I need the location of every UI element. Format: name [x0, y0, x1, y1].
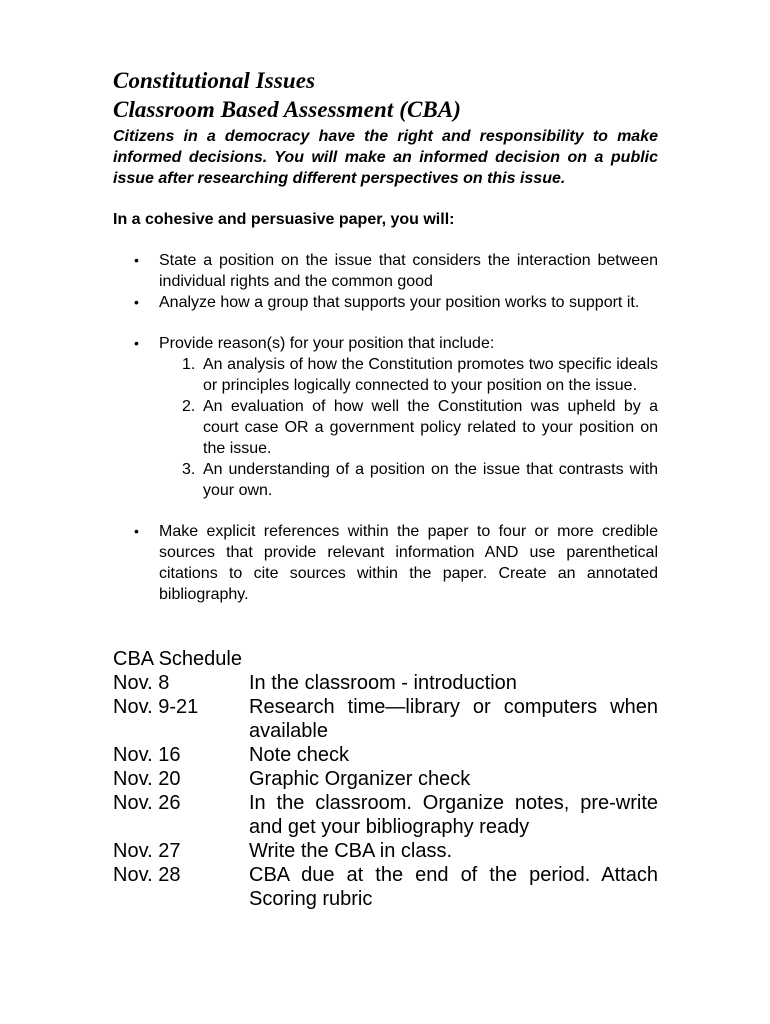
reason-item: [159, 396, 658, 459]
requirement-item-position: [113, 250, 658, 292]
schedule-row: [113, 695, 658, 743]
bullet-icon: •: [134, 335, 139, 351]
schedule-row: [113, 743, 658, 767]
schedule-date: Nov. 20: [113, 768, 181, 790]
requirement-item-sources: [113, 521, 658, 605]
schedule-date: Nov. 8: [113, 672, 170, 694]
requirements-list: [113, 250, 658, 605]
document-title: [113, 66, 658, 124]
schedule-row: [113, 839, 658, 863]
reason-text: An analysis of how the Constitution promotes two specific ideals or principles logically connected to your position on the issue.: [203, 356, 658, 394]
title-line-2: Classroom Based Assessment (CBA): [113, 97, 462, 122]
reason-text: An evaluation of how well the Constitution was upheld by a court case OR a government policy related to your position on the issue.: [203, 398, 658, 457]
schedule-row: [113, 671, 658, 695]
requirement-text: State a position on the issue that considers the interaction between individual rights and the common good: [159, 252, 658, 290]
schedule-description: Write the CBA in class.: [249, 840, 453, 862]
document-page: [113, 66, 658, 911]
requirements-lead: In a cohesive and persuasive paper, you will:: [113, 211, 455, 228]
reason-item: [159, 354, 658, 396]
reasons-list: [159, 354, 658, 501]
schedule-date: Nov. 9-21: [113, 696, 199, 718]
reason-item: [159, 459, 658, 501]
bullet-icon: •: [134, 252, 139, 268]
requirement-item-reasons: [113, 333, 658, 501]
bullet-icon: •: [134, 294, 139, 310]
schedule-date: Nov. 28: [113, 864, 181, 886]
schedule-description: Research time—library or computers when available: [249, 696, 658, 742]
schedule-description: Note check: [249, 744, 350, 766]
schedule-date: Nov. 16: [113, 744, 181, 766]
schedule-row: [113, 863, 658, 911]
requirement-text: Provide reason(s) for your position that include:: [159, 335, 495, 352]
title-line-1: Constitutional Issues: [113, 68, 316, 93]
requirement-item-analyze-group: [113, 292, 658, 313]
cba-schedule: [113, 647, 658, 911]
requirement-text: Analyze how a group that supports your position works to support it.: [159, 294, 640, 311]
schedule-date: Nov. 27: [113, 840, 181, 862]
schedule-description: Graphic Organizer check: [249, 768, 471, 790]
reason-text: An understanding of a position on the issue that contrasts with your own.: [203, 461, 658, 499]
intro-paragraph: Citizens in a democracy have the right and responsibility to make informed decisions. You will make an informed decision on a public issue after researching different perspectives on this issue.: [113, 128, 658, 187]
schedule-row: [113, 791, 658, 839]
schedule-title: CBA Schedule: [113, 648, 242, 670]
schedule-row: [113, 767, 658, 791]
reason-number: 2.: [182, 398, 196, 415]
requirement-text: Make explicit references within the paper to four or more credible sources that provide relevant information AND use parenthetical citations to cite sources within the paper. Create an annotated bibliography.: [159, 523, 658, 603]
bullet-icon: •: [134, 523, 139, 539]
reason-number: 3.: [182, 461, 196, 478]
schedule-description: In the classroom - introduction: [249, 672, 517, 694]
schedule-date: Nov. 26: [113, 792, 181, 814]
schedule-description: In the classroom. Organize notes, pre-write and get your bibliography ready: [249, 792, 658, 838]
schedule-description: CBA due at the end of the period. Attach Scoring rubric: [249, 864, 658, 910]
reason-number: 1.: [182, 356, 196, 373]
